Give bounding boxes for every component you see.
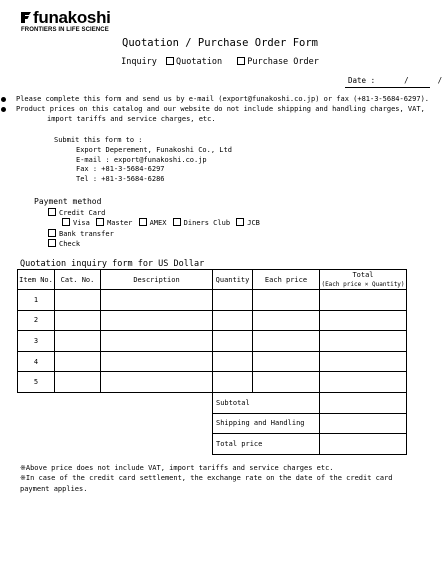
each-price-cell[interactable]: [253, 351, 320, 372]
col-description: Description: [101, 270, 213, 290]
diners-club-checkbox[interactable]: [173, 218, 181, 226]
total-cell[interactable]: [320, 331, 407, 352]
total-cell[interactable]: [320, 351, 407, 372]
empty-cell: [18, 434, 213, 455]
submit-dept: Export Deperement, Funakoshi Co., Ltd: [76, 145, 232, 154]
tagline: FRONTIERS IN LIFE SCIENCE: [21, 27, 109, 33]
bank-transfer-checkbox[interactable]: [48, 229, 56, 237]
funakoshi-logo-icon: [20, 10, 32, 24]
visa-label: Visa: [73, 219, 90, 228]
quantity-cell[interactable]: [213, 310, 253, 331]
date-underline: [345, 87, 430, 88]
footnote: ※Above price does not include VAT, import tariffs and service charges etc.: [20, 464, 334, 472]
instruction-line: [16, 95, 429, 105]
submit-to-block: [54, 136, 232, 185]
payment-options: [48, 208, 260, 250]
shipping-cell[interactable]: [320, 413, 407, 434]
amex-label: AMEX: [149, 219, 167, 228]
master-label: Master: [107, 219, 133, 228]
cat-no-cell[interactable]: [55, 372, 101, 393]
total-price-label: Total price: [213, 434, 320, 455]
jcb-label: JCB: [247, 219, 260, 228]
instruction-line: import tariffs and service charges, etc.: [47, 114, 216, 123]
col-cat-no: Cat. No.: [55, 270, 101, 290]
jcb-checkbox[interactable]: [236, 218, 244, 226]
check-label: Check: [59, 240, 81, 249]
description-cell[interactable]: [101, 372, 213, 393]
footnote: ※In case of the credit card settlement, the exchange rate on the date of the credit card payment applies.: [20, 474, 393, 493]
payment-bank-row: [48, 229, 260, 239]
check-checkbox[interactable]: [48, 239, 56, 247]
shipping-label: Shipping and Handling: [213, 413, 320, 434]
col-total-sublabel: (Each price × Quantity): [321, 280, 405, 288]
cat-no-cell[interactable]: [55, 290, 101, 311]
cat-no-cell[interactable]: [55, 310, 101, 331]
option-purchase-order-label: Purchase Order: [247, 57, 319, 67]
instruction-line: [16, 105, 429, 115]
credit-card-checkbox[interactable]: [48, 208, 56, 216]
date-separator: /: [437, 76, 442, 85]
table-row: [18, 351, 407, 372]
footnotes: [20, 463, 420, 494]
description-cell[interactable]: [101, 331, 213, 352]
quantity-cell[interactable]: [213, 372, 253, 393]
col-each-price: Each price: [253, 270, 320, 290]
total-cell[interactable]: [320, 372, 407, 393]
quantity-cell[interactable]: [213, 331, 253, 352]
col-quantity: Quantity: [213, 270, 253, 290]
table-row: [18, 372, 407, 393]
logo-text: funakoshi: [33, 8, 111, 27]
total-price-row: [18, 434, 407, 455]
submit-tel: Tel : +81-3-5684-6286: [76, 175, 165, 184]
amex-checkbox[interactable]: [139, 218, 147, 226]
payment-check-row: [48, 239, 260, 249]
table-row: [18, 290, 407, 311]
quotation-table: [17, 269, 407, 455]
col-total-label: Total: [352, 270, 374, 279]
empty-cell: [18, 413, 213, 434]
bullet-icon: [1, 97, 6, 102]
quotation-checkbox[interactable]: [166, 57, 174, 65]
cat-no-cell[interactable]: [55, 351, 101, 372]
subtotal-row: [18, 392, 407, 413]
bullet-icon: [1, 107, 6, 112]
date-label: Date :: [348, 76, 376, 85]
purchase-order-checkbox[interactable]: [237, 57, 245, 65]
description-cell[interactable]: [101, 290, 213, 311]
table-header-row: [18, 270, 407, 290]
submit-heading: Submit this form to :: [54, 136, 143, 144]
each-price-cell[interactable]: [253, 290, 320, 311]
payment-method-title: Payment method: [34, 197, 102, 206]
submit-email: E-mail : export@funakoshi.co.jp: [76, 155, 207, 164]
total-price-cell[interactable]: [320, 434, 407, 455]
option-inquiry-label: Inquiry: [121, 57, 157, 67]
item-number: 5: [18, 372, 55, 393]
total-cell[interactable]: [320, 310, 407, 331]
visa-checkbox[interactable]: [62, 218, 70, 226]
description-cell[interactable]: [101, 351, 213, 372]
empty-cell: [18, 392, 213, 413]
credit-card-label: Credit Card: [59, 209, 106, 217]
option-quotation-label: Quotation: [176, 57, 223, 67]
shipping-row: [18, 413, 407, 434]
form-title: Quotation / Purchase Order Form: [122, 37, 318, 49]
col-item-no: Item No.: [18, 270, 55, 290]
col-total: [320, 270, 407, 290]
description-cell[interactable]: [101, 310, 213, 331]
payment-credit-card-row: [48, 208, 260, 218]
date-field[interactable]: [348, 76, 442, 85]
subtotal-label: Subtotal: [213, 392, 320, 413]
table-row: [18, 331, 407, 352]
item-number: 1: [18, 290, 55, 311]
table-row: [18, 310, 407, 331]
instructions: [16, 95, 429, 124]
master-checkbox[interactable]: [96, 218, 104, 226]
date-separator: /: [404, 76, 409, 85]
card-types-row: [48, 218, 260, 228]
item-number: 3: [18, 331, 55, 352]
item-number: 2: [18, 310, 55, 331]
diners-club-label: Diners Club: [183, 219, 231, 228]
quantity-cell[interactable]: [213, 351, 253, 372]
submit-fax: Fax : +81-3-5684-6297: [76, 165, 165, 174]
quantity-cell[interactable]: [213, 290, 253, 311]
each-price-cell[interactable]: [253, 331, 320, 352]
request-type-options: [0, 57, 440, 67]
cat-no-cell[interactable]: [55, 331, 101, 352]
bank-transfer-label: Bank transfer: [59, 229, 114, 238]
instruction-text: Product prices on this catalog and our website do not include shipping and handling charges, VAT,: [16, 104, 425, 113]
each-price-cell[interactable]: [253, 372, 320, 393]
each-price-cell[interactable]: [253, 310, 320, 331]
item-number: 4: [18, 351, 55, 372]
instruction-text: Please complete this form and send us by e-mail (export@funakoshi.co.jp) or fax (+81-3-5684-6297).: [16, 95, 430, 103]
subtotal-cell[interactable]: [320, 392, 407, 413]
funakoshi-logo: [20, 8, 111, 28]
quotation-form-title: Quotation inquiry form for US Dollar: [20, 259, 205, 269]
total-cell[interactable]: [320, 290, 407, 311]
